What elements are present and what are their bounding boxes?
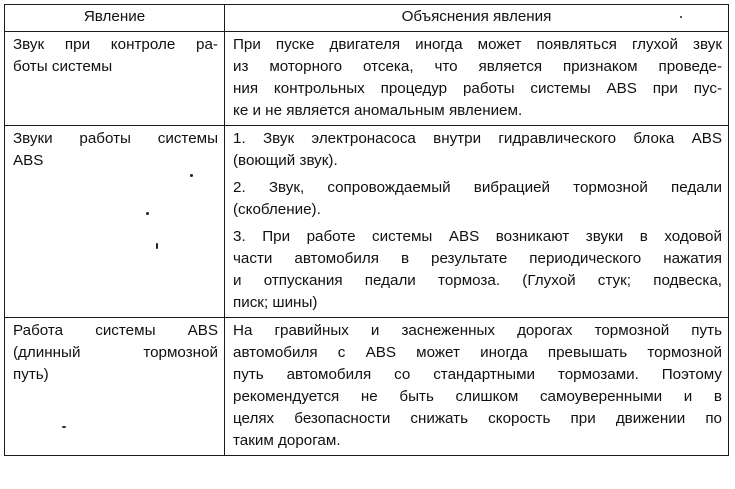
table-row (5, 318, 729, 456)
explanation-text-line: ния контрольных процедур работы системы ABS при пус- (233, 80, 722, 97)
phenomenon-cell (5, 318, 225, 456)
explanation-text-line: При пуске двигателя иногда может появляться глухой звук (233, 36, 722, 53)
explanation-text-line: (воющий звук). (233, 152, 338, 169)
phenomenon-cell (5, 126, 225, 318)
phenomenon-text-line: ABS (13, 152, 44, 169)
phenomenon-cell (5, 32, 225, 126)
explanation-text-line: путь автомобиля со стандартными тормозами. Поэтому (233, 366, 722, 383)
explanation-paragraph (233, 34, 722, 122)
explanation-paragraph (233, 128, 722, 172)
header-phenomenon: Явление (5, 5, 225, 32)
explanation-text-line: ке и не является аномальным явлением. (233, 102, 523, 119)
explanation-text-line: части автомобиля в результате периодического нажатия (233, 250, 722, 267)
phenomenon-text-line: боты системы (13, 58, 113, 75)
table-row (5, 32, 729, 126)
table-header-row (5, 5, 729, 32)
explanation-cell (225, 126, 729, 318)
explanation-text-line: таким дорогам. (233, 432, 341, 449)
explanation-paragraph (233, 320, 722, 452)
table-row (5, 126, 729, 318)
phenomenon-text-line: Звуки работы системы (13, 130, 218, 147)
scan-speck (680, 16, 682, 18)
header-explanation: Объяснения явления (225, 5, 729, 32)
explanation-cell (225, 318, 729, 456)
explanation-paragraph (233, 226, 722, 314)
explanation-text-line: писк; шины) (233, 294, 318, 311)
explanation-text-line: 3. При работе системы ABS возникают звуки в ходовой (233, 228, 722, 245)
scan-speck (146, 212, 149, 215)
explanation-text-line: (скобление). (233, 201, 321, 218)
explanation-text-line: рекомендуется не быть слишком самоуверенными и в (233, 388, 722, 405)
phenomenon-text-line: Звук при контроле ра- (13, 36, 218, 53)
explanation-text-line: из моторного отсека, что является признаком проведе- (233, 58, 722, 75)
scan-speck (156, 243, 158, 249)
explanation-text-line: 1. Звук электронасоса внутри гидравлического блока ABS (233, 130, 722, 147)
explanation-text-line: целях безопасности снижать скорость при движении по (233, 410, 722, 427)
explanation-paragraph (233, 177, 722, 221)
explanation-text-line: и отпускания педали тормоза. (Глухой стук; подвеска, (233, 272, 722, 289)
phenomenon-text-line: Работа системы ABS (13, 322, 218, 339)
phenomenon-text-line: путь) (13, 366, 49, 383)
explanation-text-line: 2. Звук, сопровождаемый вибрацией тормозной педали (233, 179, 722, 196)
explanation-cell (225, 32, 729, 126)
abs-phenomena-table (4, 4, 729, 456)
scan-speck (190, 174, 193, 177)
scan-speck (62, 426, 66, 428)
explanation-text-line: На гравийных и заснеженных дорогах тормозной путь (233, 322, 722, 339)
phenomenon-text-line: (длинный тормозной (13, 344, 218, 361)
explanation-text-line: автомобиля с ABS может иногда превышать тормозной (233, 344, 722, 361)
